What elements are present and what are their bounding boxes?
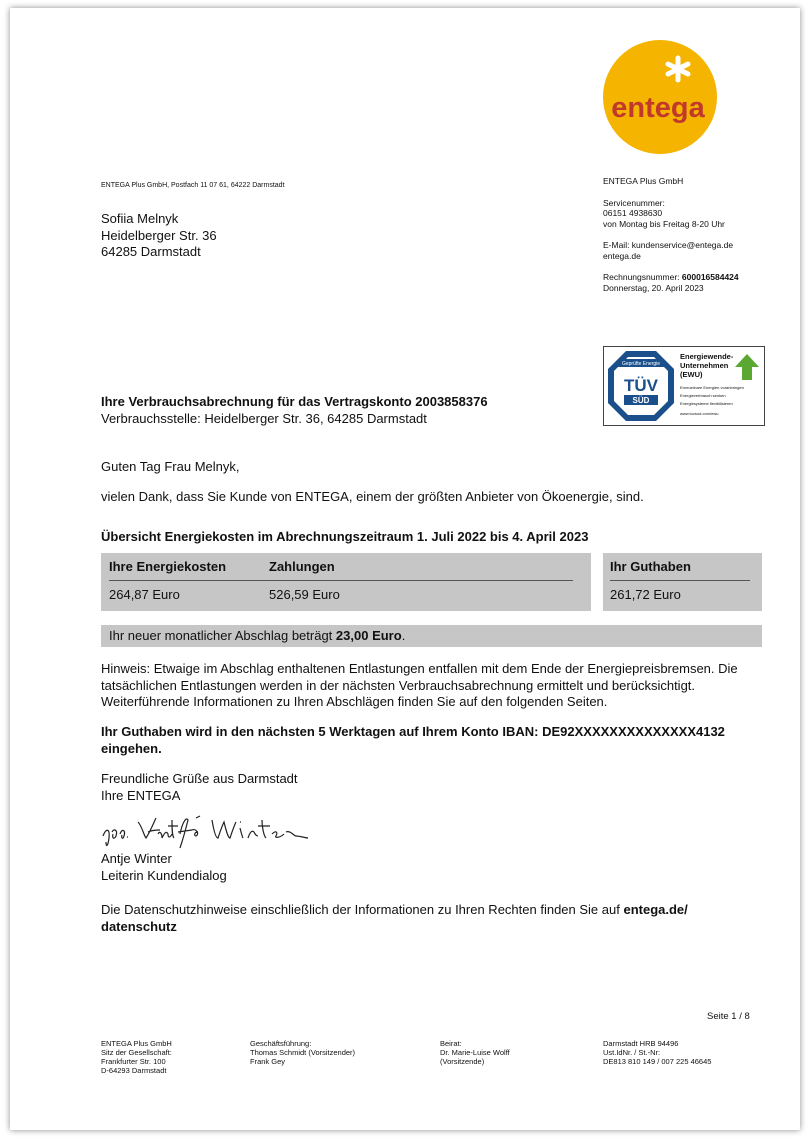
- footer-col-registry: Darmstadt HRB 94496 Ust.IdNr. / St.-Nr: DE813 810 149 / 007 225 46645: [603, 1039, 712, 1066]
- service-phone: 06151 4938630: [603, 208, 663, 218]
- footer-col-board: Beirat: Dr. Marie-Luise Wolff (Vorsitzende): [440, 1039, 510, 1066]
- payments-label: Zahlungen: [269, 559, 335, 574]
- greeting: Guten Tag Frau Melnyk,: [101, 459, 240, 474]
- tuv-line-3: Energiesysteme flexibilisieren: [680, 401, 733, 406]
- credit-box: [603, 553, 762, 611]
- invoice-number: 600016584424: [681, 272, 739, 282]
- relief-notice: [101, 661, 781, 711]
- svg-text:Geprüfte Energie: Geprüfte Energie: [621, 361, 661, 367]
- green-arrow-icon: [734, 353, 760, 381]
- entega-logo: [602, 39, 718, 155]
- handwritten-signature: [100, 808, 310, 852]
- tuv-line-2: Energieverbrauch senken: [680, 393, 726, 398]
- closing: [101, 771, 298, 804]
- subject-location: Verbrauchsstelle: Heidelberger Str. 36, 64285 Darmstadt: [101, 410, 427, 426]
- credit-transfer-note: Ihr Guthaben wird in den nächsten 5 Werktagen auf Ihrem Konto IBAN: DE92XXXXXXXXXXXXXX4132 eingehen.: [101, 724, 725, 756]
- signer-block: [101, 851, 227, 884]
- service-label: Servicenummer:: [603, 197, 665, 208]
- intro-text: vielen Dank, dass Sie Kunde von ENTEGA, einem der größten Anbieter von Ökoenergie, sind.: [101, 489, 644, 504]
- svg-text:entega: entega: [611, 92, 705, 124]
- page-number: Seite 1 / 8: [707, 1011, 750, 1022]
- summary-divider: [109, 580, 573, 581]
- cost-summary-box: [101, 553, 591, 611]
- recipient-name: Sofiia Melnyk: [101, 211, 179, 226]
- footer-col-company: ENTEGA Plus GmbH Sitz der Gesellschaft: Frankfurter Str. 100 D-64293 Darmstadt: [101, 1039, 172, 1075]
- tuv-title: Energiewende-Unternehmen: [680, 352, 734, 370]
- payments-value: 526,59 Euro: [269, 587, 340, 602]
- overview-title: Übersicht Energiekosten im Abrechnungszeitraum 1. Juli 2022 bis 4. April 2023: [101, 529, 589, 544]
- privacy-link-continued[interactable]: datenschutz: [101, 918, 177, 934]
- signer-role: Leiterin Kundendialog: [101, 867, 227, 883]
- subject-title: Ihre Verbrauchsabrechnung für das Vertragskonto 2003858376: [101, 394, 488, 409]
- tuv-line-1: Erneuerbare Energien voranbringen: [680, 385, 744, 390]
- subject-block: [101, 394, 488, 427]
- installment-amount: 23,00 Euro: [335, 628, 402, 643]
- notice-line: Hinweis: Etwaige im Abschlag enthaltenen Entlastungen entfallen mit dem Ende der Energiepreisbremsen. Die: [101, 661, 738, 676]
- credit-divider: [610, 580, 750, 581]
- tuv-badge: [603, 346, 765, 426]
- recipient-street: Heidelberger Str. 36: [101, 227, 217, 243]
- installment-bar: Ihr neuer monatlicher Abschlag beträgt 23,00 Euro.: [101, 625, 762, 647]
- privacy-notice: Die Datenschutzhinweise einschließlich der Informationen zu Ihren Rechten finden Sie auf entega.de/ datenschutz: [101, 902, 781, 935]
- service-email: E-Mail: kundenservice@entega.de: [603, 240, 734, 250]
- service-hours: von Montag bis Freitag 8-20 Uhr: [603, 218, 725, 229]
- installment-prefix: Ihr neuer monatlicher Abschlag beträgt: [109, 628, 336, 643]
- svg-text:TÜV: TÜV: [624, 376, 658, 395]
- service-website: entega.de: [603, 250, 641, 261]
- invoice-number-line: Rechnungsnummer: 600016584424: [603, 272, 739, 282]
- tuv-url: www.tuvsud.com/ewu: [680, 411, 719, 416]
- closing-line-1: Freundliche Grüße aus Darmstadt: [101, 771, 298, 786]
- notice-line: tatsächlichen Entlastungen werden in der nächsten Verbrauchsabrechnung ermittelt und berücksichtigt.: [101, 677, 696, 693]
- recipient-address: [101, 211, 217, 261]
- tuv-subtitle: (EWU): [680, 370, 703, 379]
- privacy-link[interactable]: entega.de/: [623, 902, 688, 917]
- sidebar-company: ENTEGA Plus GmbH: [603, 176, 684, 186]
- svg-text:SÜD: SÜD: [632, 396, 650, 405]
- letter-page: [10, 8, 800, 1130]
- energy-cost-label: Ihre Energiekosten: [109, 559, 227, 574]
- credit-label: Ihr Guthaben: [610, 559, 691, 574]
- notice-line: Weiterführende Informationen zu Ihren Abschlägen finden Sie auf den folgenden Seiten.: [101, 694, 608, 709]
- signer-name: Antje Winter: [101, 851, 172, 866]
- sender-line: ENTEGA Plus GmbH, Postfach 11 07 61, 64222 Darmstadt: [101, 182, 285, 189]
- contact-sidebar: [603, 176, 793, 293]
- closing-line-2: Ihre ENTEGA: [101, 787, 181, 803]
- tuv-seal-icon: [606, 349, 676, 423]
- credit-value: 261,72 Euro: [610, 587, 681, 602]
- recipient-city: 64285 Darmstadt: [101, 244, 201, 259]
- energy-cost-value: 264,87 Euro: [109, 587, 180, 602]
- letter-date: Donnerstag, 20. April 2023: [603, 282, 704, 293]
- footer-col-management: Geschäftsführung: Thomas Schmidt (Vorsitzender) Frank Gey: [250, 1039, 356, 1066]
